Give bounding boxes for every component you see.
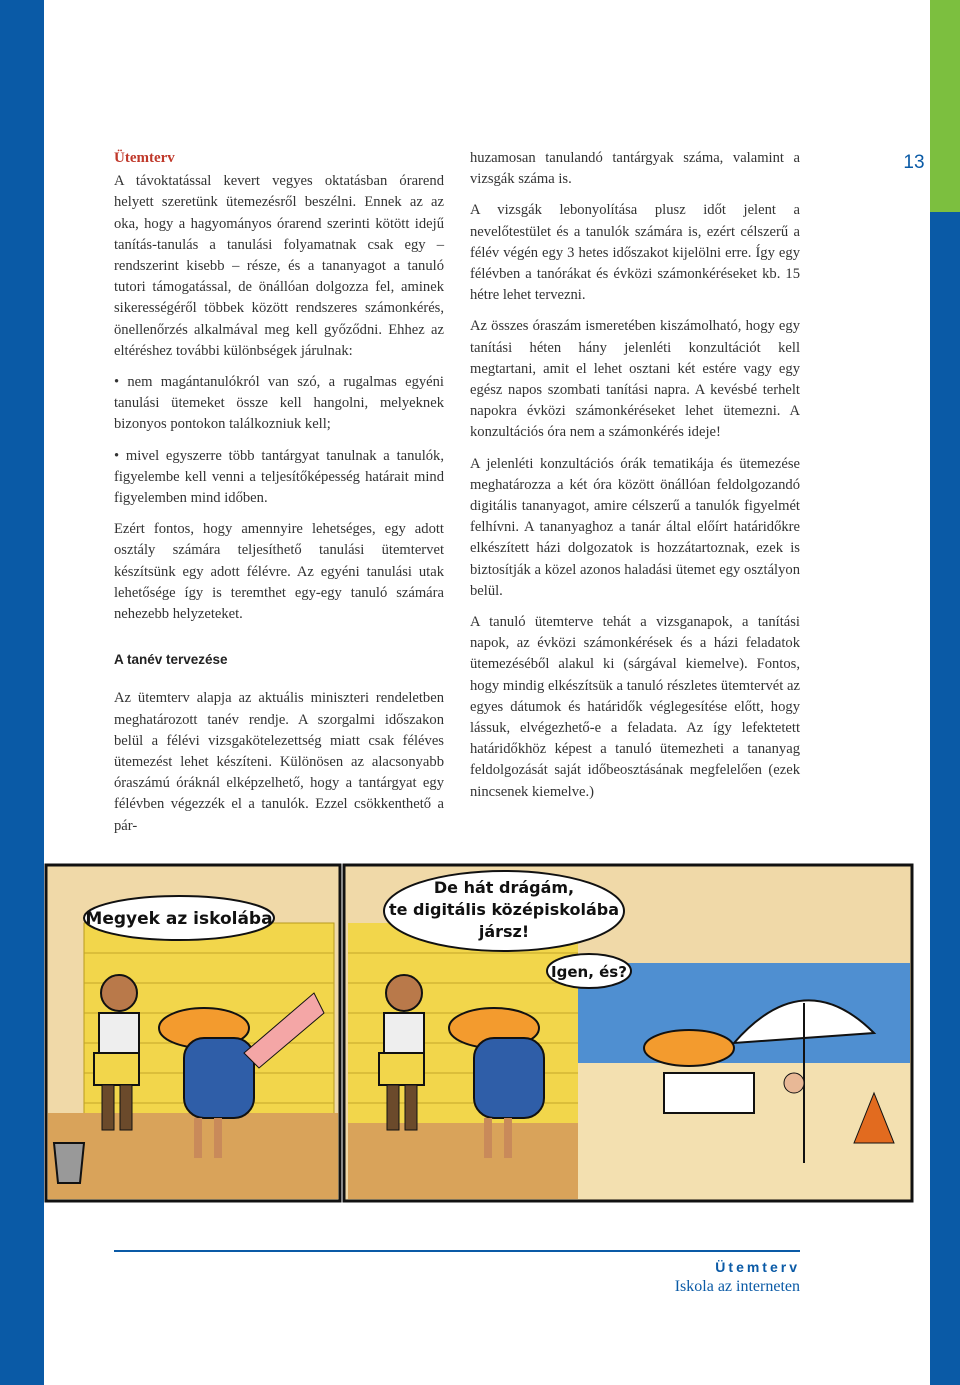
paragraph: Az ütemterv alapja az aktuális miniszteri rendeletben meghatározott tanév rendje. A szorgalmi időszakon belül a félévi vizsgakötelezettség miatt csak féléves ütemezést lehet készíteni. Különösen az alacsonyabb óraszámú óráknál elképzelhető, hogy a tantárgyat egy félévben végezzék el a tanulók. Ezzel csökkenthető a pár- [114, 690, 444, 834]
paragraph: huzamosan tanulandó tantárgyak száma, valamint a vizsgák száma is. [470, 150, 800, 188]
left-column [114, 148, 444, 847]
left-margin-bar [0, 0, 44, 1385]
speech-bubble: Igen, és? [551, 963, 627, 981]
bullet-item: • nem magántanulókról van szó, a rugalmas egyéni tanulási ütemeket össze kell hangolni, melyeknek bizonyos pontokon találkozniuk kell; [114, 374, 444, 433]
paragraph: A vizsgák lebonyolítása plusz időt jelent a nevelőtestület és a tanulók számára is, ezért célszerű a félév végén egy 3 hetes időszakot kijelölni erre. Így egy félévben a tanórákat és évközi számonkéréseket kb. 15 hétre lehet tervezni. [470, 202, 800, 304]
right-accent-bar [930, 0, 960, 212]
sub-heading: A tanév tervezése [114, 652, 228, 668]
footer-divider [114, 1250, 800, 1252]
page-number: 13 [903, 152, 925, 173]
section-heading: Ütemterv [114, 150, 175, 166]
speech-bubble: Megyek az iskolába [85, 909, 273, 929]
speech-bubble-line: jársz! [478, 922, 530, 941]
paragraph: Az összes óraszám ismeretében kiszámolható, hogy egy tanítási héten hány jelenléti konzultációt kell megtartani, amit el lehet osztani két estére vagy egy egész napos szombati tanítási napra. A kevésbé terhelt napokra évközi számonkéréseket lehet ütemezni. A konzultációs óra nem a számonkérés ideje! [470, 318, 800, 441]
footer-subtitle: Iskola az interneten [674, 1278, 800, 1295]
comic-panel-2 [344, 865, 912, 1201]
bullet-item: • mivel egyszerre több tantárgyat tanulnak a tanulók, figyelembe kell venni a teljesítőképesség határait mind figyelemben mind időben. [114, 447, 444, 507]
comic-strip [44, 863, 916, 1203]
paragraph: A jelenléti konzultációs órák tematikája és ütemezése meghatározza a két óra között önállóan feldolgozandó digitális tananyagot, amire célszerű a tanulók figyelmét felhívni. A tananyaghoz a tanár által előírt határidőkre elkészített házi dolgozatok is hozzátartoznak, ezek is biztosítják a közel azonos haladási ütemet egy osztályon belül. [470, 455, 800, 599]
paragraph: A tanuló ütemterve tehát a vizsganapok, a tanítási napok, az évközi számonkérések és a házi feladatok ütemezéséből alakul ki (sárgával kiemelve). Fontos, hogy mindig elkészítsük a tanuló részletes ütemtervét az egyes dátumok és határidők véglegesítése előtt, hogy lássuk, elvégezhető-e a feladata. Az így lefektetett határidőkhöz képest a tanuló ütemezheti a tananyag feldolgozását saját időbeosztásának megfelelően (ezek nincsenek kiemelve.) [470, 614, 800, 800]
speech-bubble-line: De hát drágám, [433, 878, 575, 897]
paragraph: A távoktatással kevert vegyes oktatásban órarend helyett szeretünk ütemezésről beszélni. Ennek az az oka, hogy a hagyományos órarend szerinti kötött idejű tanítás-tanulás a tanulási folyamatnak csak egy – rendszerint kisebb – része, és a tananyagot a tanuló tutori támogatással, de önállóan dolgozza fel, aminek sikerességéről többek között rendszeres számonkérés, önellenőrzés alkalmával meg kell győződni. Ehhez az eltéréshez további különbségek járulnak: [114, 173, 444, 359]
footer-title: Ütemterv [715, 1259, 800, 1275]
paragraph: Ezért fontos, hogy amennyire lehetséges, egy adott osztály számára teljesíthető tanulási ütemtervet készítsünk egy adott félévre. Az egyéni tanulási utak lehetősége így is teremthet egy-egy tanuló számára nehezebb helyzeteket. [114, 521, 444, 623]
speech-bubble-line: te digitális középiskolába [388, 900, 620, 919]
right-column [470, 148, 800, 813]
comic-panel-1 [46, 865, 340, 1201]
